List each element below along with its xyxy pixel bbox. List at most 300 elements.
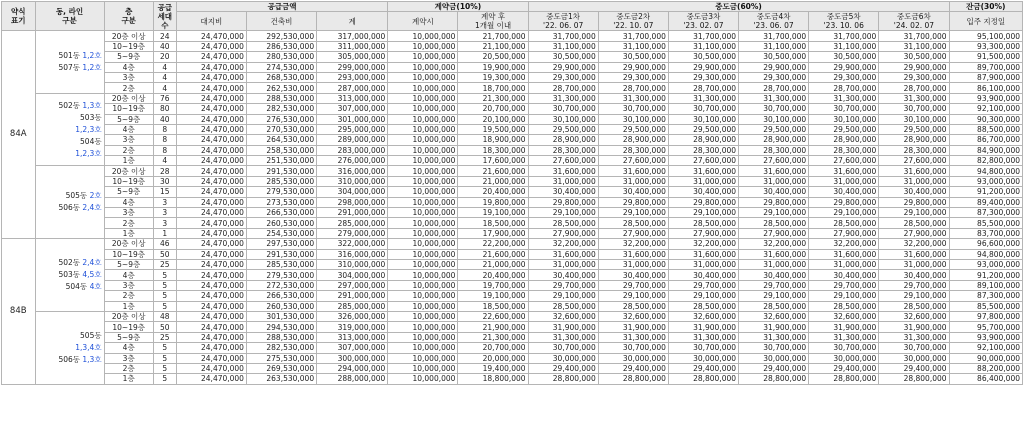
dong-line-units: 1,3,4호 [75, 342, 102, 352]
middle-6-cell: 29,800,000 [879, 197, 949, 207]
middle-6-cell: 30,500,000 [879, 52, 949, 62]
building-price-cell: 279,530,000 [246, 270, 316, 280]
middle-1-cell: 29,400,000 [528, 363, 598, 373]
middle-2-date: '22. 10. 07 [613, 21, 654, 31]
middle-6-cell: 31,100,000 [879, 41, 949, 51]
middle-4-cell: 27,900,000 [739, 228, 809, 238]
middle-4-cell: 29,800,000 [739, 197, 809, 207]
middle-2-cell: 31,100,000 [598, 41, 668, 51]
contract-signing-cell: 10,000,000 [388, 249, 458, 259]
total-price-cell: 311,000,000 [317, 41, 388, 51]
table-row [2, 291, 1023, 301]
table-row [2, 83, 1023, 93]
middle-6-cell: 32,200,000 [879, 239, 949, 249]
table-row [2, 124, 1023, 134]
building-price-cell: 251,530,000 [246, 156, 316, 166]
balance-cell: 97,800,000 [949, 311, 1022, 321]
units-cell: 40 [153, 114, 176, 124]
floor-cell: 3층 [104, 72, 153, 82]
contract-signing-cell: 10,000,000 [388, 291, 458, 301]
middle-4-cell: 30,500,000 [739, 52, 809, 62]
dong-line-units: 1,2호 [82, 63, 102, 73]
contract-after-cell: 21,000,000 [458, 259, 528, 269]
middle-3-cell: 30,700,000 [668, 343, 738, 353]
header-floor: 층 구분 [104, 2, 153, 31]
header-dong-line: 동, 라인 구분 [35, 2, 104, 31]
table-row [2, 249, 1023, 259]
dong-line-units: 1,2,3호 [75, 148, 102, 158]
table-header [2, 2, 1023, 31]
units-cell: 25 [153, 332, 176, 342]
middle-5-cell: 31,600,000 [809, 166, 879, 176]
middle-6-cell: 30,700,000 [879, 104, 949, 114]
land-price-cell: 24,470,000 [176, 62, 246, 72]
middle-4-cell: 32,200,000 [739, 239, 809, 249]
middle-4-name: 중도금4차 [756, 12, 791, 22]
middle-4-cell: 31,600,000 [739, 249, 809, 259]
total-price-cell: 297,000,000 [317, 280, 388, 290]
contract-signing-cell: 10,000,000 [388, 31, 458, 41]
land-price-cell: 24,470,000 [176, 374, 246, 384]
building-price-cell: 286,530,000 [246, 41, 316, 51]
land-price-cell: 24,470,000 [176, 135, 246, 145]
building-price-cell: 297,530,000 [246, 239, 316, 249]
building-price-cell: 260,530,000 [246, 301, 316, 311]
middle-5-cell: 30,700,000 [809, 104, 879, 114]
units-cell: 50 [153, 249, 176, 259]
contract-signing-cell: 10,000,000 [388, 353, 458, 363]
contract-after-cell: 19,100,000 [458, 291, 528, 301]
middle-2-cell: 30,400,000 [598, 270, 668, 280]
contract-signing-cell: 10,000,000 [388, 104, 458, 114]
units-cell: 8 [153, 124, 176, 134]
middle-3-cell: 29,100,000 [668, 208, 738, 218]
dong-line-units: 1,3호 [82, 354, 102, 364]
balance-cell: 88,500,000 [949, 124, 1022, 134]
balance-cell: 93,000,000 [949, 176, 1022, 186]
total-price-cell: 304,000,000 [317, 270, 388, 280]
middle-5-cell: 31,300,000 [809, 93, 879, 103]
middle-6-cell: 28,300,000 [879, 145, 949, 155]
land-price-cell: 24,470,000 [176, 332, 246, 342]
middle-3-name: 중도금3차 [686, 12, 721, 22]
middle-2-cell: 29,700,000 [598, 280, 668, 290]
table-row [2, 363, 1023, 373]
floor-cell: 10~19층 [104, 249, 153, 259]
contract-after-cell: 21,600,000 [458, 166, 528, 176]
header-middle-3 [668, 12, 738, 31]
middle-5-cell: 29,100,000 [809, 291, 879, 301]
header-building: 건축비 [246, 12, 316, 31]
land-price-cell: 24,470,000 [176, 322, 246, 332]
dong-line-cell [35, 166, 104, 239]
units-cell: 48 [153, 311, 176, 321]
contract-signing-cell: 10,000,000 [388, 280, 458, 290]
middle-5-cell: 31,300,000 [809, 332, 879, 342]
total-price-cell: 285,000,000 [317, 218, 388, 228]
balance-cell: 91,500,000 [949, 52, 1022, 62]
units-cell: 3 [153, 218, 176, 228]
total-price-cell: 298,000,000 [317, 197, 388, 207]
land-price-cell: 24,470,000 [176, 218, 246, 228]
table-row [2, 52, 1023, 62]
units-cell: 5 [153, 301, 176, 311]
middle-1-cell: 31,600,000 [528, 249, 598, 259]
table-row [2, 218, 1023, 228]
contract-after-cell: 20,700,000 [458, 104, 528, 114]
floor-cell: 5~9층 [104, 332, 153, 342]
middle-1-cell: 31,000,000 [528, 176, 598, 186]
total-price-cell: 307,000,000 [317, 343, 388, 353]
middle-3-cell: 28,800,000 [668, 374, 738, 384]
table-row [2, 280, 1023, 290]
table-row [2, 41, 1023, 51]
balance-cell: 95,700,000 [949, 322, 1022, 332]
middle-2-cell: 31,300,000 [598, 332, 668, 342]
units-cell: 28 [153, 166, 176, 176]
land-price-cell: 24,470,000 [176, 187, 246, 197]
contract-after-cell: 21,700,000 [458, 31, 528, 41]
contract-after-cell: 19,100,000 [458, 208, 528, 218]
balance-cell: 85,500,000 [949, 301, 1022, 311]
land-price-cell: 24,470,000 [176, 353, 246, 363]
middle-6-cell: 29,400,000 [879, 363, 949, 373]
land-price-cell: 24,470,000 [176, 41, 246, 51]
building-price-cell: 260,530,000 [246, 218, 316, 228]
dong-line-building: 507동 [58, 63, 83, 73]
table-row [2, 322, 1023, 332]
total-price-cell: 305,000,000 [317, 52, 388, 62]
dong-line-building: 501동 [58, 51, 83, 61]
building-price-cell: 266,530,000 [246, 291, 316, 301]
contract-after-cell: 21,300,000 [458, 332, 528, 342]
middle-5-cell: 28,900,000 [809, 135, 879, 145]
middle-3-cell: 31,300,000 [668, 332, 738, 342]
middle-3-cell: 32,600,000 [668, 311, 738, 321]
balance-cell: 87,300,000 [949, 291, 1022, 301]
dong-line-cell [35, 31, 104, 93]
middle-3-cell: 28,700,000 [668, 83, 738, 93]
table-row [2, 311, 1023, 321]
middle-4-cell: 29,100,000 [739, 291, 809, 301]
middle-1-cell: 30,400,000 [528, 270, 598, 280]
units-cell: 40 [153, 41, 176, 51]
middle-6-cell: 29,300,000 [879, 72, 949, 82]
middle-3-cell: 30,400,000 [668, 270, 738, 280]
middle-3-cell: 32,200,000 [668, 239, 738, 249]
middle-1-cell: 31,300,000 [528, 93, 598, 103]
units-cell: 30 [153, 176, 176, 186]
contract-signing-cell: 10,000,000 [388, 124, 458, 134]
total-price-cell: 283,000,000 [317, 145, 388, 155]
total-price-cell: 291,000,000 [317, 291, 388, 301]
building-price-cell: 292,530,000 [246, 31, 316, 41]
land-price-cell: 24,470,000 [176, 301, 246, 311]
middle-5-cell: 29,900,000 [809, 62, 879, 72]
middle-6-cell: 30,400,000 [879, 270, 949, 280]
floor-cell: 20층 이상 [104, 31, 153, 41]
table-row [2, 176, 1023, 186]
middle-3-cell: 31,600,000 [668, 249, 738, 259]
building-price-cell: 266,530,000 [246, 208, 316, 218]
total-price-cell: 316,000,000 [317, 166, 388, 176]
table-row [2, 259, 1023, 269]
middle-1-cell: 30,100,000 [528, 114, 598, 124]
building-price-cell: 275,530,000 [246, 353, 316, 363]
total-price-cell: 299,000,000 [317, 62, 388, 72]
dong-line-building: 503동 [80, 112, 102, 122]
middle-2-cell: 30,100,000 [598, 114, 668, 124]
table-row [2, 166, 1023, 176]
middle-5-date: '23. 10. 06 [823, 21, 864, 31]
building-price-cell: 279,530,000 [246, 187, 316, 197]
balance-cell: 90,300,000 [949, 114, 1022, 124]
land-price-cell: 24,470,000 [176, 291, 246, 301]
middle-1-cell: 31,300,000 [528, 332, 598, 342]
land-price-cell: 24,470,000 [176, 280, 246, 290]
contract-signing-cell: 10,000,000 [388, 301, 458, 311]
table-row [2, 374, 1023, 384]
contract-after-cell: 18,800,000 [458, 374, 528, 384]
contract-after-cell: 19,800,000 [458, 197, 528, 207]
land-price-cell: 24,470,000 [176, 156, 246, 166]
middle-2-cell: 29,300,000 [598, 72, 668, 82]
floor-cell: 10~19층 [104, 322, 153, 332]
table-row [2, 135, 1023, 145]
contract-signing-cell: 10,000,000 [388, 166, 458, 176]
middle-4-cell: 28,800,000 [739, 374, 809, 384]
middle-2-cell: 29,100,000 [598, 291, 668, 301]
floor-cell: 2층 [104, 363, 153, 373]
middle-4-cell: 28,700,000 [739, 83, 809, 93]
floor-cell: 2층 [104, 83, 153, 93]
middle-2-cell: 31,000,000 [598, 176, 668, 186]
middle-5-cell: 30,400,000 [809, 270, 879, 280]
middle-2-cell: 28,500,000 [598, 218, 668, 228]
middle-1-cell: 29,900,000 [528, 62, 598, 72]
middle-3-cell: 29,700,000 [668, 280, 738, 290]
middle-5-cell: 29,300,000 [809, 72, 879, 82]
contract-signing-cell: 10,000,000 [388, 322, 458, 332]
land-price-cell: 24,470,000 [176, 239, 246, 249]
contract-signing-cell: 10,000,000 [388, 156, 458, 166]
middle-2-cell: 30,700,000 [598, 343, 668, 353]
total-price-cell: 322,000,000 [317, 239, 388, 249]
total-price-cell: 326,000,000 [317, 311, 388, 321]
building-price-cell: 264,530,000 [246, 135, 316, 145]
units-cell: 5 [153, 353, 176, 363]
header-middle-group: 중도금(60%) [528, 2, 949, 12]
contract-after-cell: 21,100,000 [458, 41, 528, 51]
middle-5-cell: 30,400,000 [809, 187, 879, 197]
floor-cell: 3층 [104, 353, 153, 363]
land-price-cell: 24,470,000 [176, 124, 246, 134]
middle-3-cell: 28,500,000 [668, 218, 738, 228]
balance-cell: 91,200,000 [949, 270, 1022, 280]
floor-cell: 4층 [104, 62, 153, 72]
floor-cell: 4층 [104, 270, 153, 280]
middle-3-date: '23. 02. 07 [683, 21, 724, 31]
building-price-cell: 294,530,000 [246, 322, 316, 332]
type-label: 84A [2, 31, 36, 239]
middle-6-cell: 31,000,000 [879, 259, 949, 269]
middle-5-cell: 30,500,000 [809, 52, 879, 62]
contract-after-cell: 18,300,000 [458, 145, 528, 155]
land-price-cell: 24,470,000 [176, 208, 246, 218]
total-price-cell: 310,000,000 [317, 259, 388, 269]
middle-1-cell: 29,800,000 [528, 197, 598, 207]
dong-line-building: 505동 [65, 191, 90, 201]
middle-3-cell: 28,300,000 [668, 145, 738, 155]
middle-3-cell: 27,900,000 [668, 228, 738, 238]
total-price-cell: 304,000,000 [317, 187, 388, 197]
contract-after-cell: 21,300,000 [458, 93, 528, 103]
middle-2-cell: 29,800,000 [598, 197, 668, 207]
land-price-cell: 24,470,000 [176, 31, 246, 41]
middle-5-cell: 29,400,000 [809, 363, 879, 373]
contract-signing-cell: 10,000,000 [388, 374, 458, 384]
balance-cell: 89,100,000 [949, 280, 1022, 290]
contract-after-cell: 20,700,000 [458, 343, 528, 353]
middle-6-cell: 29,500,000 [879, 124, 949, 134]
contract-after-cell: 18,900,000 [458, 135, 528, 145]
building-price-cell: 263,530,000 [246, 374, 316, 384]
building-price-cell: 285,530,000 [246, 176, 316, 186]
header-balance-group: 잔금(30%) [949, 2, 1022, 12]
middle-6-cell: 29,100,000 [879, 208, 949, 218]
dong-line-building: 502동 [58, 100, 83, 110]
header-contract-after: 계약 후 1개월 이내 [458, 12, 528, 31]
middle-4-cell: 29,900,000 [739, 62, 809, 72]
floor-cell: 1층 [104, 156, 153, 166]
land-price-cell: 24,470,000 [176, 228, 246, 238]
floor-cell: 1층 [104, 374, 153, 384]
land-price-cell: 24,470,000 [176, 197, 246, 207]
units-cell: 4 [153, 62, 176, 72]
dong-line-units: 4,5호 [82, 270, 102, 280]
land-price-cell: 24,470,000 [176, 83, 246, 93]
middle-4-cell: 31,300,000 [739, 332, 809, 342]
dong-line-cell [35, 239, 104, 312]
middle-6-cell: 28,500,000 [879, 301, 949, 311]
building-price-cell: 280,530,000 [246, 52, 316, 62]
contract-signing-cell: 10,000,000 [388, 270, 458, 280]
contract-signing-cell: 10,000,000 [388, 135, 458, 145]
middle-6-cell: 29,900,000 [879, 62, 949, 72]
middle-2-cell: 30,500,000 [598, 52, 668, 62]
balance-cell: 94,800,000 [949, 249, 1022, 259]
balance-cell: 89,700,000 [949, 62, 1022, 72]
middle-4-cell: 31,000,000 [739, 259, 809, 269]
balance-cell: 93,000,000 [949, 259, 1022, 269]
middle-2-cell: 28,300,000 [598, 145, 668, 155]
total-price-cell: 319,000,000 [317, 322, 388, 332]
contract-after-cell: 21,900,000 [458, 322, 528, 332]
contract-after-cell: 17,900,000 [458, 228, 528, 238]
middle-2-cell: 28,500,000 [598, 301, 668, 311]
dong-line-units: 1,3호 [82, 100, 102, 110]
contract-after-cell: 21,600,000 [458, 249, 528, 259]
balance-cell: 90,000,000 [949, 353, 1022, 363]
contract-signing-cell: 10,000,000 [388, 187, 458, 197]
middle-1-cell: 29,100,000 [528, 291, 598, 301]
middle-4-date: '23. 06. 07 [753, 21, 794, 31]
table-row [2, 353, 1023, 363]
contract-after-cell: 18,500,000 [458, 218, 528, 228]
building-price-cell: 262,530,000 [246, 83, 316, 93]
balance-cell: 96,600,000 [949, 239, 1022, 249]
table-row [2, 343, 1023, 353]
middle-3-cell: 28,500,000 [668, 301, 738, 311]
middle-6-cell: 31,300,000 [879, 332, 949, 342]
land-price-cell: 24,470,000 [176, 270, 246, 280]
table-row [2, 239, 1023, 249]
middle-5-cell: 30,700,000 [809, 343, 879, 353]
middle-5-cell: 31,900,000 [809, 322, 879, 332]
middle-5-cell: 28,700,000 [809, 83, 879, 93]
floor-cell: 10~19층 [104, 104, 153, 114]
middle-6-cell: 27,600,000 [879, 156, 949, 166]
total-price-cell: 301,000,000 [317, 114, 388, 124]
middle-4-cell: 30,000,000 [739, 353, 809, 363]
balance-cell: 93,900,000 [949, 93, 1022, 103]
contract-after-cell: 22,200,000 [458, 239, 528, 249]
middle-4-cell: 28,300,000 [739, 145, 809, 155]
balance-cell: 94,800,000 [949, 166, 1022, 176]
middle-6-cell: 28,800,000 [879, 374, 949, 384]
middle-2-cell: 31,600,000 [598, 166, 668, 176]
dong-line-units: 2,4호 [82, 203, 102, 213]
payment-schedule-table [1, 1, 1023, 385]
dong-line-units: 4호 [89, 282, 102, 292]
table-row [2, 156, 1023, 166]
middle-5-cell: 29,500,000 [809, 124, 879, 134]
contract-signing-cell: 10,000,000 [388, 114, 458, 124]
contract-signing-cell: 10,000,000 [388, 72, 458, 82]
middle-4-cell: 31,300,000 [739, 93, 809, 103]
middle-3-cell: 29,100,000 [668, 291, 738, 301]
middle-3-cell: 31,300,000 [668, 93, 738, 103]
middle-3-cell: 29,800,000 [668, 197, 738, 207]
floor-cell: 3층 [104, 280, 153, 290]
middle-6-name: 중도금6차 [897, 12, 931, 22]
middle-1-cell: 28,300,000 [528, 145, 598, 155]
floor-cell: 4층 [104, 343, 153, 353]
middle-4-cell: 29,100,000 [739, 208, 809, 218]
table-row [2, 31, 1023, 41]
middle-2-cell: 29,100,000 [598, 208, 668, 218]
middle-3-cell: 28,900,000 [668, 135, 738, 145]
middle-2-cell: 27,600,000 [598, 156, 668, 166]
total-price-cell: 293,000,000 [317, 72, 388, 82]
middle-6-cell: 30,000,000 [879, 353, 949, 363]
middle-4-cell: 30,700,000 [739, 343, 809, 353]
units-cell: 50 [153, 322, 176, 332]
contract-after-cell: 21,000,000 [458, 176, 528, 186]
middle-4-cell: 31,900,000 [739, 322, 809, 332]
dong-line-building: 504동 [65, 282, 90, 292]
middle-3-cell: 29,400,000 [668, 363, 738, 373]
land-price-cell: 24,470,000 [176, 72, 246, 82]
dong-line-building: 505동 [80, 330, 102, 340]
table-row [2, 208, 1023, 218]
total-price-cell: 295,000,000 [317, 124, 388, 134]
land-price-cell: 24,470,000 [176, 311, 246, 321]
middle-4-cell: 30,100,000 [739, 114, 809, 124]
building-price-cell: 301,530,000 [246, 311, 316, 321]
middle-4-cell: 30,400,000 [739, 270, 809, 280]
middle-6-cell: 30,700,000 [879, 343, 949, 353]
